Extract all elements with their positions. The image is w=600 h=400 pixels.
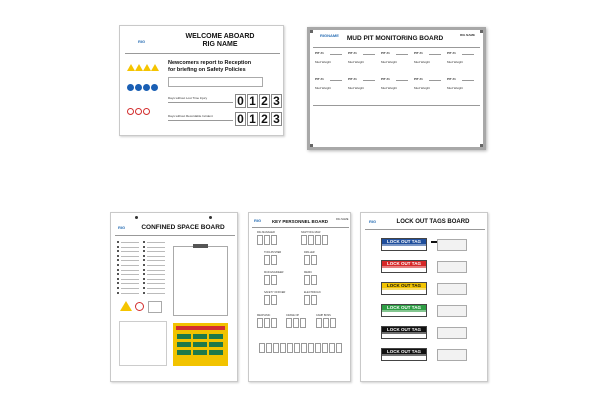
name-slot xyxy=(315,235,321,245)
name-slot xyxy=(311,275,317,285)
name-slot xyxy=(311,255,317,265)
name-slot xyxy=(304,275,310,285)
board-title: KEY PERSONNEL BOARD xyxy=(271,219,329,224)
company-logo: RIG xyxy=(118,225,126,230)
pit-cell xyxy=(347,50,378,70)
divider xyxy=(115,235,235,236)
section-label: CAMP BOSS xyxy=(316,314,331,317)
section-label: RIG MANAGER xyxy=(257,231,275,234)
counter-digit: 3 xyxy=(271,112,282,126)
gas-button xyxy=(177,342,191,347)
entry-line xyxy=(121,270,139,271)
warning-sign-icon xyxy=(127,64,135,71)
frame-corner xyxy=(307,27,313,33)
lock-out-tag xyxy=(381,304,427,317)
row-bullet xyxy=(143,278,145,280)
entry-line xyxy=(147,274,165,275)
row-bullet xyxy=(117,246,119,248)
divider xyxy=(313,105,480,106)
gas-button xyxy=(209,342,223,347)
tag-stripe xyxy=(382,332,426,334)
row-bullet xyxy=(143,264,145,266)
name-slot xyxy=(300,318,306,328)
counter-label-recordable: Days without Recordable Incident xyxy=(168,114,213,118)
pit-cell xyxy=(446,50,477,70)
row-bullet xyxy=(143,255,145,257)
divider xyxy=(168,102,233,103)
name-slot xyxy=(271,255,277,265)
tag-header: LOCK OUT TAG xyxy=(382,327,426,332)
pit-cell-label: PIT #1 xyxy=(381,77,390,81)
section-label: SAFETY OFFICER xyxy=(264,291,286,294)
tag-slot xyxy=(437,239,467,251)
entry-line xyxy=(147,288,165,289)
pit-cell xyxy=(446,76,477,96)
confined-space-board xyxy=(110,212,238,382)
entry-line xyxy=(121,274,139,275)
warning-sign-icon xyxy=(151,64,159,71)
row-bullet xyxy=(117,292,119,294)
rig-name-label: RIG NAME xyxy=(460,33,475,37)
mud-pit-monitoring-board xyxy=(307,27,486,150)
name-slot xyxy=(330,318,336,328)
gas-button xyxy=(209,334,223,339)
entry-line xyxy=(121,251,139,252)
entry-line xyxy=(147,251,165,252)
counter-digit: 1 xyxy=(247,94,258,108)
newcomers-notice xyxy=(168,60,283,74)
pit-cell-label: PIT #1 xyxy=(414,51,423,55)
pit-cell-sub: Mud Weight xyxy=(414,60,430,64)
section-label: NIGHT RIG MGR xyxy=(301,231,321,234)
tag-stripe xyxy=(382,288,426,290)
pit-cell xyxy=(347,76,378,96)
name-slot xyxy=(286,318,292,328)
mounting-hole xyxy=(135,216,138,219)
entry-line xyxy=(121,283,139,284)
row-bullet xyxy=(143,269,145,271)
entry-line xyxy=(121,256,139,257)
pit-cell xyxy=(413,76,444,96)
panel-header xyxy=(176,326,225,330)
tag-header: LOCK OUT TAG xyxy=(382,239,426,244)
name-slot xyxy=(266,343,272,353)
lock-out-tag xyxy=(381,260,427,273)
divider xyxy=(168,120,233,121)
counter-digit: 2 xyxy=(259,112,270,126)
mandatory-sign-icon xyxy=(143,84,150,91)
write-line xyxy=(330,80,342,81)
pit-cell-sub: Mud Weight xyxy=(348,60,364,64)
entry-line xyxy=(121,247,139,248)
lock-out-tag xyxy=(381,326,427,339)
name-slot xyxy=(259,343,265,353)
gas-button xyxy=(177,334,191,339)
counter-digit: 0 xyxy=(235,94,246,108)
board-title: CONFINED SPACE BOARD xyxy=(141,224,225,231)
name-slot xyxy=(315,343,321,353)
write-line xyxy=(363,54,375,55)
board-title: WELCOME ABOARD xyxy=(185,33,255,40)
gas-button xyxy=(177,350,191,355)
pit-cell-sub: Mud Weight xyxy=(315,86,331,90)
tag-stripe xyxy=(382,354,426,356)
name-slot xyxy=(271,318,277,328)
entry-line xyxy=(147,242,165,243)
row-bullet xyxy=(117,282,119,284)
pit-cell-label: PIT #1 xyxy=(348,77,357,81)
tag-header: LOCK OUT TAG xyxy=(382,305,426,310)
gas-button xyxy=(209,350,223,355)
section-label: TOOLPUSHER xyxy=(264,251,282,254)
frame-corner xyxy=(307,144,313,150)
tag-header: LOCK OUT TAG xyxy=(382,349,426,354)
divider xyxy=(125,53,280,54)
pit-cell-label: PIT #1 xyxy=(447,77,456,81)
pit-cell xyxy=(314,76,345,96)
row-bullet xyxy=(117,255,119,257)
board-subtitle: RIG NAME xyxy=(202,41,238,48)
section-label: MUD ENGINEER xyxy=(264,271,284,274)
name-slot xyxy=(294,343,300,353)
entry-line xyxy=(121,279,139,280)
warning-sign-icon xyxy=(135,64,143,71)
counter-digit: 2 xyxy=(259,94,270,108)
pit-cell xyxy=(314,50,345,70)
row-bullet xyxy=(143,282,145,284)
company-logo: RIG xyxy=(138,39,146,44)
name-slot xyxy=(271,235,277,245)
tag-stripe xyxy=(382,244,426,246)
row-bullet xyxy=(143,250,145,252)
board-title: LOCK OUT TAGS BOARD xyxy=(396,219,470,225)
notice-line-2: for briefing on Safety Policies xyxy=(168,67,246,73)
entry-line xyxy=(121,242,139,243)
entry-line xyxy=(147,293,165,294)
board-title: MUD PIT MONITORING BOARD xyxy=(346,35,444,42)
row-bullet xyxy=(143,241,145,243)
rig-name-label: RIG NAME xyxy=(336,218,349,221)
divider xyxy=(313,47,480,48)
name-slot xyxy=(293,318,299,328)
name-slot xyxy=(322,343,328,353)
arrow-icon xyxy=(431,241,437,243)
name-slot xyxy=(329,343,335,353)
name-slot xyxy=(271,275,277,285)
name-slot xyxy=(271,295,277,305)
company-logo: RIG xyxy=(369,219,377,224)
entry-line xyxy=(147,270,165,271)
name-slot xyxy=(322,235,328,245)
gas-button xyxy=(193,334,207,339)
notice-line-1: Newcomers report to Reception xyxy=(168,60,252,66)
write-line xyxy=(429,54,441,55)
pit-cell-sub: Mud Weight xyxy=(381,86,397,90)
write-line xyxy=(396,54,408,55)
warning-sign-icon xyxy=(143,64,151,71)
gas-button xyxy=(193,350,207,355)
row-bullet xyxy=(143,292,145,294)
row-bullet xyxy=(117,273,119,275)
entry-line xyxy=(147,265,165,266)
name-slot xyxy=(273,343,279,353)
pit-cell-label: PIT #1 xyxy=(381,51,390,55)
name-slot xyxy=(264,235,270,245)
name-slot xyxy=(316,318,322,328)
frame-corner xyxy=(480,144,486,150)
row-bullet xyxy=(117,278,119,280)
entry-line xyxy=(121,260,139,261)
row-bullet xyxy=(117,250,119,252)
entry-line xyxy=(121,288,139,289)
tag-stripe xyxy=(382,310,426,312)
tag-header: LOCK OUT TAG xyxy=(382,261,426,266)
entry-line xyxy=(147,260,165,261)
write-line xyxy=(330,54,342,55)
lock-out-tags-board xyxy=(360,212,488,382)
mounting-hole xyxy=(209,216,212,219)
entry-line xyxy=(147,279,165,280)
name-slot xyxy=(257,235,263,245)
section-label: MECHANIC xyxy=(257,314,271,317)
entry-line xyxy=(121,265,139,266)
entry-line xyxy=(147,247,165,248)
name-slot xyxy=(264,275,270,285)
name-slot xyxy=(287,343,293,353)
checklist-area xyxy=(119,321,167,366)
name-slot xyxy=(301,343,307,353)
row-bullet xyxy=(117,287,119,289)
notice-write-box xyxy=(168,77,263,87)
write-line xyxy=(462,80,474,81)
name-slot xyxy=(311,295,317,305)
prohibition-sign-icon xyxy=(135,108,142,115)
row-bullet xyxy=(143,259,145,261)
lock-out-tag xyxy=(381,282,427,295)
counter-label-lti: Days without Lost Time Injury xyxy=(168,96,208,100)
row-bullet xyxy=(143,287,145,289)
tag-slot xyxy=(437,305,467,317)
entry-line xyxy=(121,293,139,294)
company-logo: RIGNAME xyxy=(320,33,339,38)
row-bullet xyxy=(117,241,119,243)
row-bullet xyxy=(143,246,145,248)
counter-digit: 0 xyxy=(235,112,246,126)
lock-out-tag xyxy=(381,238,427,251)
pit-cell-sub: Mud Weight xyxy=(315,60,331,64)
mandatory-sign-icon xyxy=(135,84,142,91)
section-label: ELECTRICIAN xyxy=(304,291,321,294)
prohibition-sign-icon xyxy=(135,302,144,311)
name-slot xyxy=(304,255,310,265)
write-line xyxy=(429,80,441,81)
row-bullet xyxy=(117,259,119,261)
pit-cell-label: PIT #1 xyxy=(315,51,324,55)
gas-button xyxy=(193,342,207,347)
name-slot xyxy=(264,255,270,265)
row-bullet xyxy=(117,264,119,266)
pit-cell-sub: Mud Weight xyxy=(414,86,430,90)
section-label: MEDIC xyxy=(304,271,313,274)
company-logo: RIG xyxy=(254,218,262,223)
row-bullet xyxy=(117,269,119,271)
prohibition-sign-icon xyxy=(143,108,150,115)
pit-cell-label: PIT #1 xyxy=(447,51,456,55)
key-personnel-board xyxy=(248,212,351,382)
welcome-aboard-board xyxy=(119,25,284,136)
name-slot xyxy=(336,343,342,353)
tag-header: LOCK OUT TAG xyxy=(382,283,426,288)
prohibition-sign-icon xyxy=(127,108,134,115)
name-slot xyxy=(280,343,286,353)
entry-line xyxy=(147,283,165,284)
name-slot xyxy=(323,318,329,328)
pit-cell-label: PIT #1 xyxy=(315,77,324,81)
write-line xyxy=(396,80,408,81)
pit-cell-sub: Mud Weight xyxy=(447,60,463,64)
tag-slot xyxy=(437,261,467,273)
divider xyxy=(252,227,349,228)
name-slot xyxy=(308,235,314,245)
pit-cell-label: PIT #1 xyxy=(348,51,357,55)
frame-corner xyxy=(480,27,486,33)
tag-slot xyxy=(437,327,467,339)
name-slot xyxy=(308,343,314,353)
section-label: DRILLER xyxy=(304,251,315,254)
tag-slot xyxy=(437,283,467,295)
clipboard-clip xyxy=(193,244,208,248)
clipboard-area xyxy=(173,246,228,316)
entry-line xyxy=(147,256,165,257)
mandatory-sign-icon xyxy=(151,84,158,91)
divider xyxy=(365,229,485,230)
pit-cell xyxy=(380,76,411,96)
section-label: CRANE OP xyxy=(286,314,300,317)
pit-cell-sub: Mud Weight xyxy=(381,60,397,64)
pit-cell-sub: Mud Weight xyxy=(348,86,364,90)
warning-sign-icon xyxy=(120,301,132,311)
pit-cell-sub: Mud Weight xyxy=(447,86,463,90)
pit-cell xyxy=(380,50,411,70)
pit-cell-label: PIT #1 xyxy=(414,77,423,81)
tag-stripe xyxy=(382,266,426,268)
name-slot xyxy=(304,295,310,305)
write-line xyxy=(462,54,474,55)
name-slot xyxy=(264,318,270,328)
gas-test-panel xyxy=(173,323,228,366)
name-slot xyxy=(257,318,263,328)
mandatory-sign-icon xyxy=(127,84,134,91)
name-slot xyxy=(264,295,270,305)
pit-cell xyxy=(413,50,444,70)
counter-digit: 1 xyxy=(247,112,258,126)
write-line xyxy=(363,80,375,81)
lock-out-tag xyxy=(381,348,427,361)
name-slot xyxy=(301,235,307,245)
counter-digit: 3 xyxy=(271,94,282,108)
tag-slot xyxy=(437,349,467,361)
permit-box xyxy=(148,301,162,313)
row-bullet xyxy=(143,273,145,275)
